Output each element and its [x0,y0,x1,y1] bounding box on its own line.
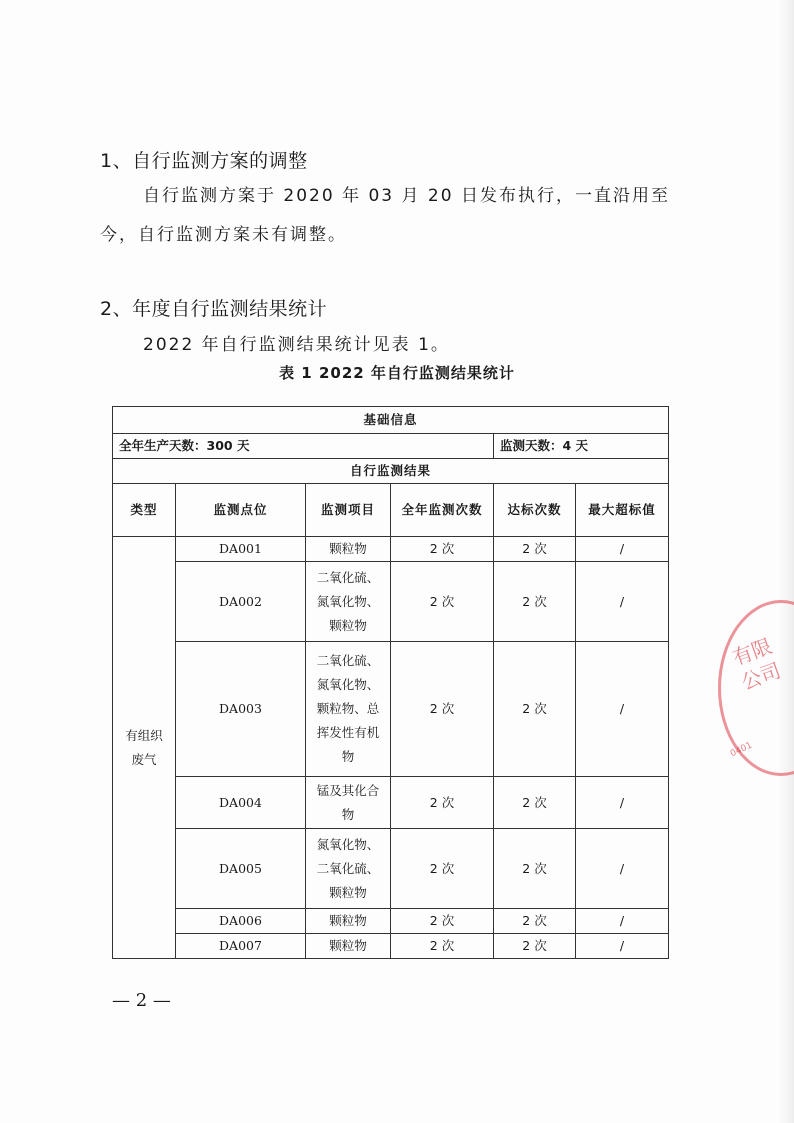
table-row [113,562,669,642]
pass-cell: 2 次 [494,909,576,934]
table-row [113,537,669,562]
count-cell: 2 次 [391,909,494,934]
item-cell: 二氧化硫、氮氧化物、颗粒物 [306,562,391,642]
pass-cell: 2 次 [494,934,576,959]
max-cell: / [576,829,669,909]
item-cell: 氮氧化物、二氧化硫、颗粒物 [306,829,391,909]
point-cell: DA005 [176,829,306,909]
max-cell: / [576,934,669,959]
max-cell: / [576,537,669,562]
pass-cell: 2 次 [494,777,576,829]
count-cell: 2 次 [391,537,494,562]
table-row [113,777,669,829]
table-row [113,909,669,934]
section-2-line-1: 2022 年自行监测结果统计见表 1。 [143,335,450,355]
point-cell: DA003 [176,642,306,777]
table-row [113,642,669,777]
monitoring-results-table [112,406,669,959]
count-cell: 2 次 [391,642,494,777]
seal-number: 0401 [728,740,754,760]
table-row [113,934,669,959]
point-cell: DA007 [176,934,306,959]
pass-cell: 2 次 [494,537,576,562]
column-header: 最大超标值 [576,484,669,537]
item-cell: 颗粒物 [306,537,391,562]
max-cell: / [576,777,669,829]
point-cell: DA002 [176,562,306,642]
section-1-heading: 1、自行监测方案的调整 [100,150,308,172]
pass-cell: 2 次 [494,642,576,777]
table-caption: 表 1 2022 年自行监测结果统计 [279,364,515,382]
column-header: 类型 [113,484,176,537]
count-cell: 2 次 [391,562,494,642]
max-cell: / [576,562,669,642]
scan-edge-shadow [776,0,794,1123]
seal-text: 有限公司 [729,633,784,695]
count-cell: 2 次 [391,934,494,959]
results-header: 自行监测结果 [113,459,669,484]
max-cell: / [576,642,669,777]
item-cell: 颗粒物 [306,934,391,959]
point-cell: DA004 [176,777,306,829]
type-cell: 有组织废气 [113,537,176,959]
point-cell: DA001 [176,537,306,562]
pass-cell: 2 次 [494,829,576,909]
item-cell: 颗粒物 [306,909,391,934]
item-cell: 锰及其化合物 [306,777,391,829]
column-header: 全年监测次数 [391,484,494,537]
count-cell: 2 次 [391,777,494,829]
basic-info-header: 基础信息 [113,407,669,434]
pass-cell: 2 次 [494,562,576,642]
column-header: 监测点位 [176,484,306,537]
section-2-heading: 2、年度自行监测结果统计 [100,298,328,320]
count-cell: 2 次 [391,829,494,909]
section-1-line-2: 今，自行监测方案未有调整。 [100,225,347,245]
point-cell: DA006 [176,909,306,934]
item-cell: 二氧化硫、氮氧化物、颗粒物、总挥发性有机物 [306,642,391,777]
max-cell: / [576,909,669,934]
monitoring-days-cell: 监测天数：4 天 [494,434,669,459]
section-1-line-1: 自行监测方案于 2020 年 03 月 20 日发布执行，一直沿用至 [143,186,670,206]
production-days-cell: 全年生产天数：300 天 [113,434,494,459]
table-row [113,829,669,909]
page-number: — 2 — [112,990,171,1011]
column-header: 监测项目 [306,484,391,537]
column-header: 达标次数 [494,484,576,537]
